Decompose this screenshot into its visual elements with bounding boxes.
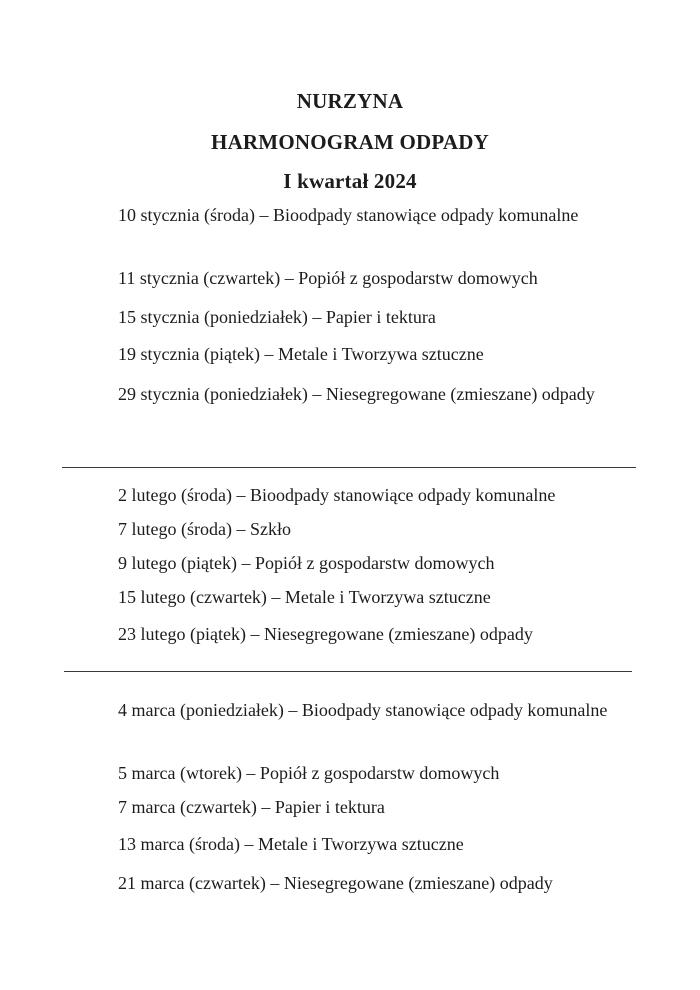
january-entry: 29 stycznia (poniedziałek) – Niesegregowane (zmieszane) odpady: [118, 384, 595, 404]
march-entry: 4 marca (poniedziałek) – Bioodpady stanowiące odpady komunalne: [118, 700, 608, 720]
schedule-title: HARMONOGRAM ODPADY: [211, 130, 489, 154]
february-entry: 23 lutego (piątek) – Niesegregowane (zmieszane) odpady: [118, 624, 533, 644]
january-entry: 19 stycznia (piątek) – Metale i Tworzywa sztuczne: [118, 344, 484, 364]
town-title: NURZYNA: [296, 89, 404, 113]
march-entry: 7 marca (czwartek) – Papier i tektura: [118, 797, 385, 817]
section-divider: [62, 467, 636, 468]
february-entry: 15 lutego (czwartek) – Metale i Tworzywa sztuczne: [118, 587, 491, 607]
section-divider: [64, 671, 632, 672]
february-entry: 7 lutego (środa) – Szkło: [118, 519, 291, 539]
february-entry: 9 lutego (piątek) – Popiół z gospodarstw domowych: [118, 553, 495, 573]
quarter-title: I kwartał 2024: [283, 169, 417, 193]
march-entry: 13 marca (środa) – Metale i Tworzywa sztuczne: [118, 834, 464, 854]
march-entry: 21 marca (czwartek) – Niesegregowane (zmieszane) odpady: [118, 873, 553, 893]
january-entry: 15 stycznia (poniedziałek) – Papier i tektura: [118, 307, 436, 327]
february-entry: 2 lutego (środa) – Bioodpady stanowiące odpady komunalne: [118, 485, 556, 505]
january-entry: 10 stycznia (środa) – Bioodpady stanowiące odpady komunalne: [118, 205, 579, 225]
march-entry: 5 marca (wtorek) – Popiół z gospodarstw domowych: [118, 763, 500, 783]
january-entry: 11 stycznia (czwartek) – Popiół z gospodarstw domowych: [118, 268, 538, 288]
